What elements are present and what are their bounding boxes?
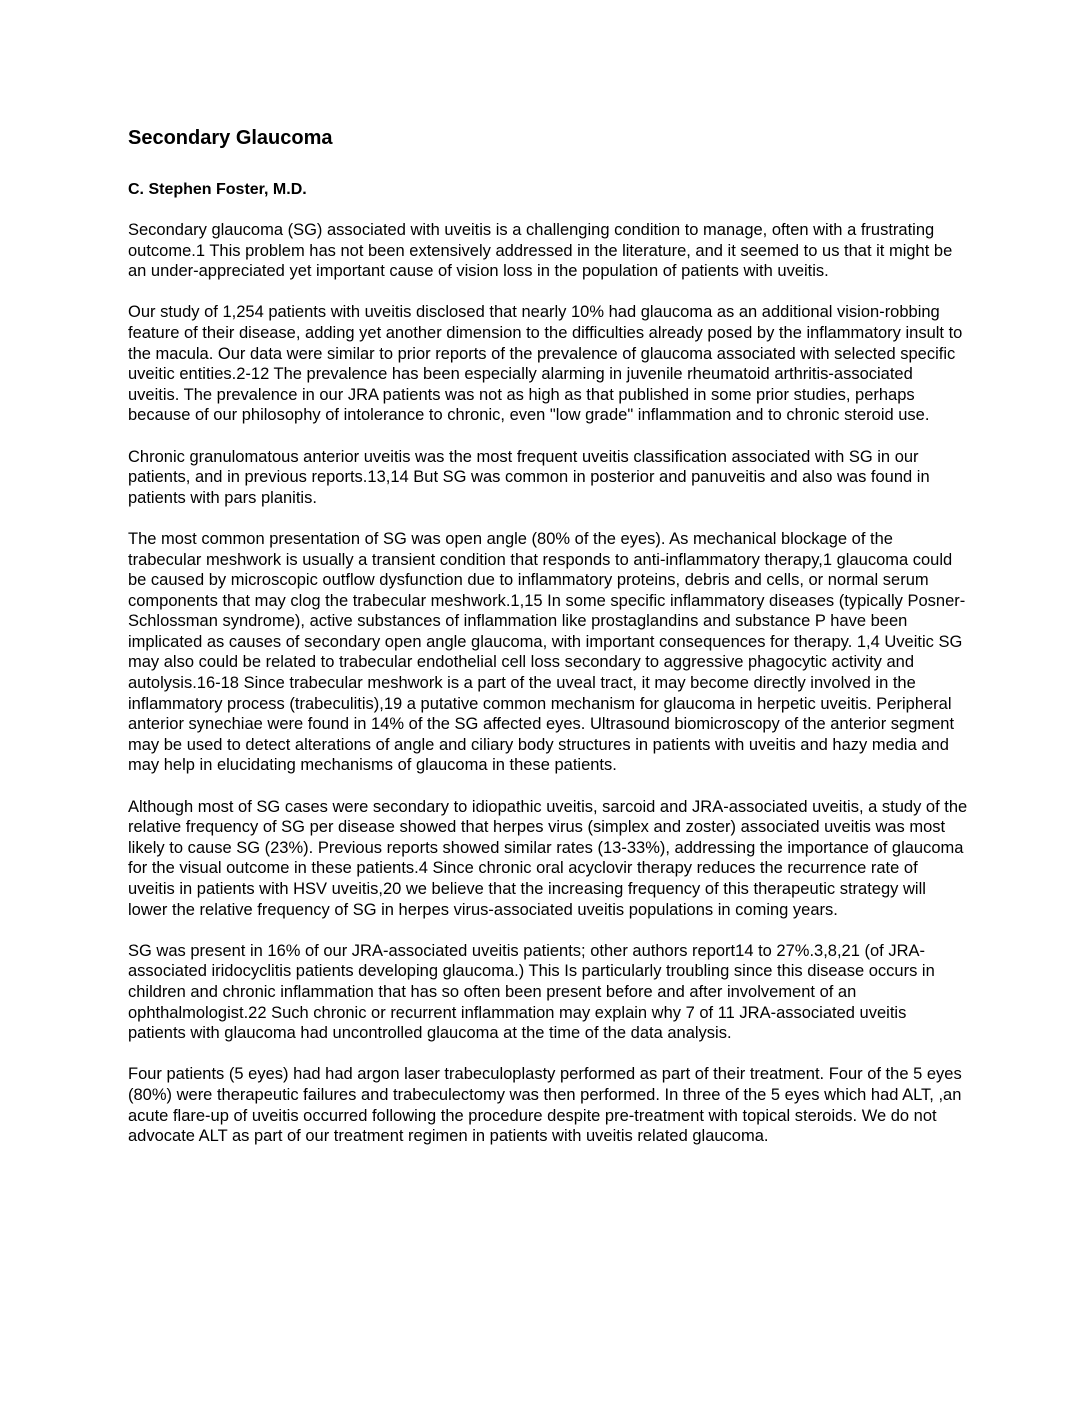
document-author: C. Stephen Foster, M.D. [128, 181, 307, 198]
document-page [128, 126, 968, 1167]
paragraph-6: SG was present in 16% of our JRA-associated uveitis patients; other authors report14 to 27%.3,8,21 (of JRA-associated iridocyclitis patients developing glaucoma.) This Is particularly troubling since this disease occurs in children and chronic inflammation that has so often been present before and after involvement of an ophthalmologist.22 Such chronic or recurrent inflammation may explain why 7 of 11 JRA-associated uveitis patients with glaucoma had uncontrolled glaucoma at the time of the data analysis. [128, 941, 935, 1043]
paragraph-2: Our study of 1,254 patients with uveitis disclosed that nearly 10% had glaucoma as an additional vision-robbing feature of their disease, adding yet another dimension to the difficulties already posed by the inflammatory insult to the macula. Our data were similar to prior reports of the prevalence of glaucoma associated with selected specific uveitic entities.2-12 The prevalence has been especially alarming in juvenile rheumatoid arthritis-associated uveitis. The prevalence in our JRA patients was not as high as that published in some prior studies, perhaps because of our philosophy of intolerance to chronic, even "low grade" inflammation and to chronic steroid use. [128, 303, 963, 425]
paragraph-4: The most common presentation of SG was open angle (80% of the eyes). As mechanical blockage of the trabecular meshwork is usually a transient condition that responds to anti-inflammatory therapy,1 glaucoma could be caused by microscopic outflow dysfunction due to inflammatory proteins, debris and cells, or normal serum components that may clog the trabecular meshwork.1,15 In some specific inflammatory diseases (typically Posner-Schlossman syndrome), active substances of inflammation like prostaglandins and substance P have been implicated as causes of secondary open angle glaucoma, with important consequences for therapy. 1,4 Uveitic SG may also could be related to trabecular endothelial cell loss secondary to aggressive phagocytic activity and autolysis.16-18 Since trabecular meshwork is a part of the uveal tract, it may become directly involved in the inflammatory process (trabeculitis),19 a putative common mechanism for glaucoma in herpetic uveitis. Peripheral anterior synechiae were found in 14% of the SG affected eyes. Ultrasound biomicroscopy of the anterior segment may be used to detect alterations of angle and ciliary body structures in patients with uveitis and hazy media and may help in elucidating mechanisms of glaucoma in these patients. [128, 529, 966, 775]
paragraph-5: Although most of SG cases were secondary to idiopathic uveitis, sarcoid and JRA-associated uveitis, a study of the relative frequency of SG per disease showed that herpes virus (simplex and zoster) associated uveitis was most likely to cause SG (23%). Previous reports showed similar rates (13-33%), addressing the importance of glaucoma for the visual outcome in these patients.4 Since chronic oral acyclovir therapy reduces the recurrence rate of uveitis in patients with HSV uveitis,20 we believe that the increasing frequency of this therapeutic strategy will lower the relative frequency of SG in herpes virus-associated uveitis populations in coming years. [128, 797, 968, 919]
document-title: Secondary Glaucoma [128, 127, 333, 149]
paragraph-3: Chronic granulomatous anterior uveitis was the most frequent uveitis classification associated with SG in our patients, and in previous reports.13,14 But SG was common in posterior and panuveitis and also was found in patients with pars planitis. [128, 447, 930, 507]
paragraph-1: Secondary glaucoma (SG) associated with uveitis is a challenging condition to manage, often with a frustrating outcome.1 This problem has not been extensively addressed in the literature, and it seemed to us that it might be an under-appreciated yet important cause of vision loss in the population of patients with uveitis. [128, 221, 953, 281]
paragraph-7: Four patients (5 eyes) had had argon laser trabeculoplasty performed as part of their treatment. Four of the 5 eyes (80%) were therapeutic failures and trabeculectomy was then performed. In three of the 5 eyes which had ALT, ,an acute flare-up of uveitis occurred following the procedure despite pre-treatment with topical steroids. We do not advocate ALT as part of our treatment regimen in patients with uveitis related glaucoma. [128, 1065, 962, 1146]
